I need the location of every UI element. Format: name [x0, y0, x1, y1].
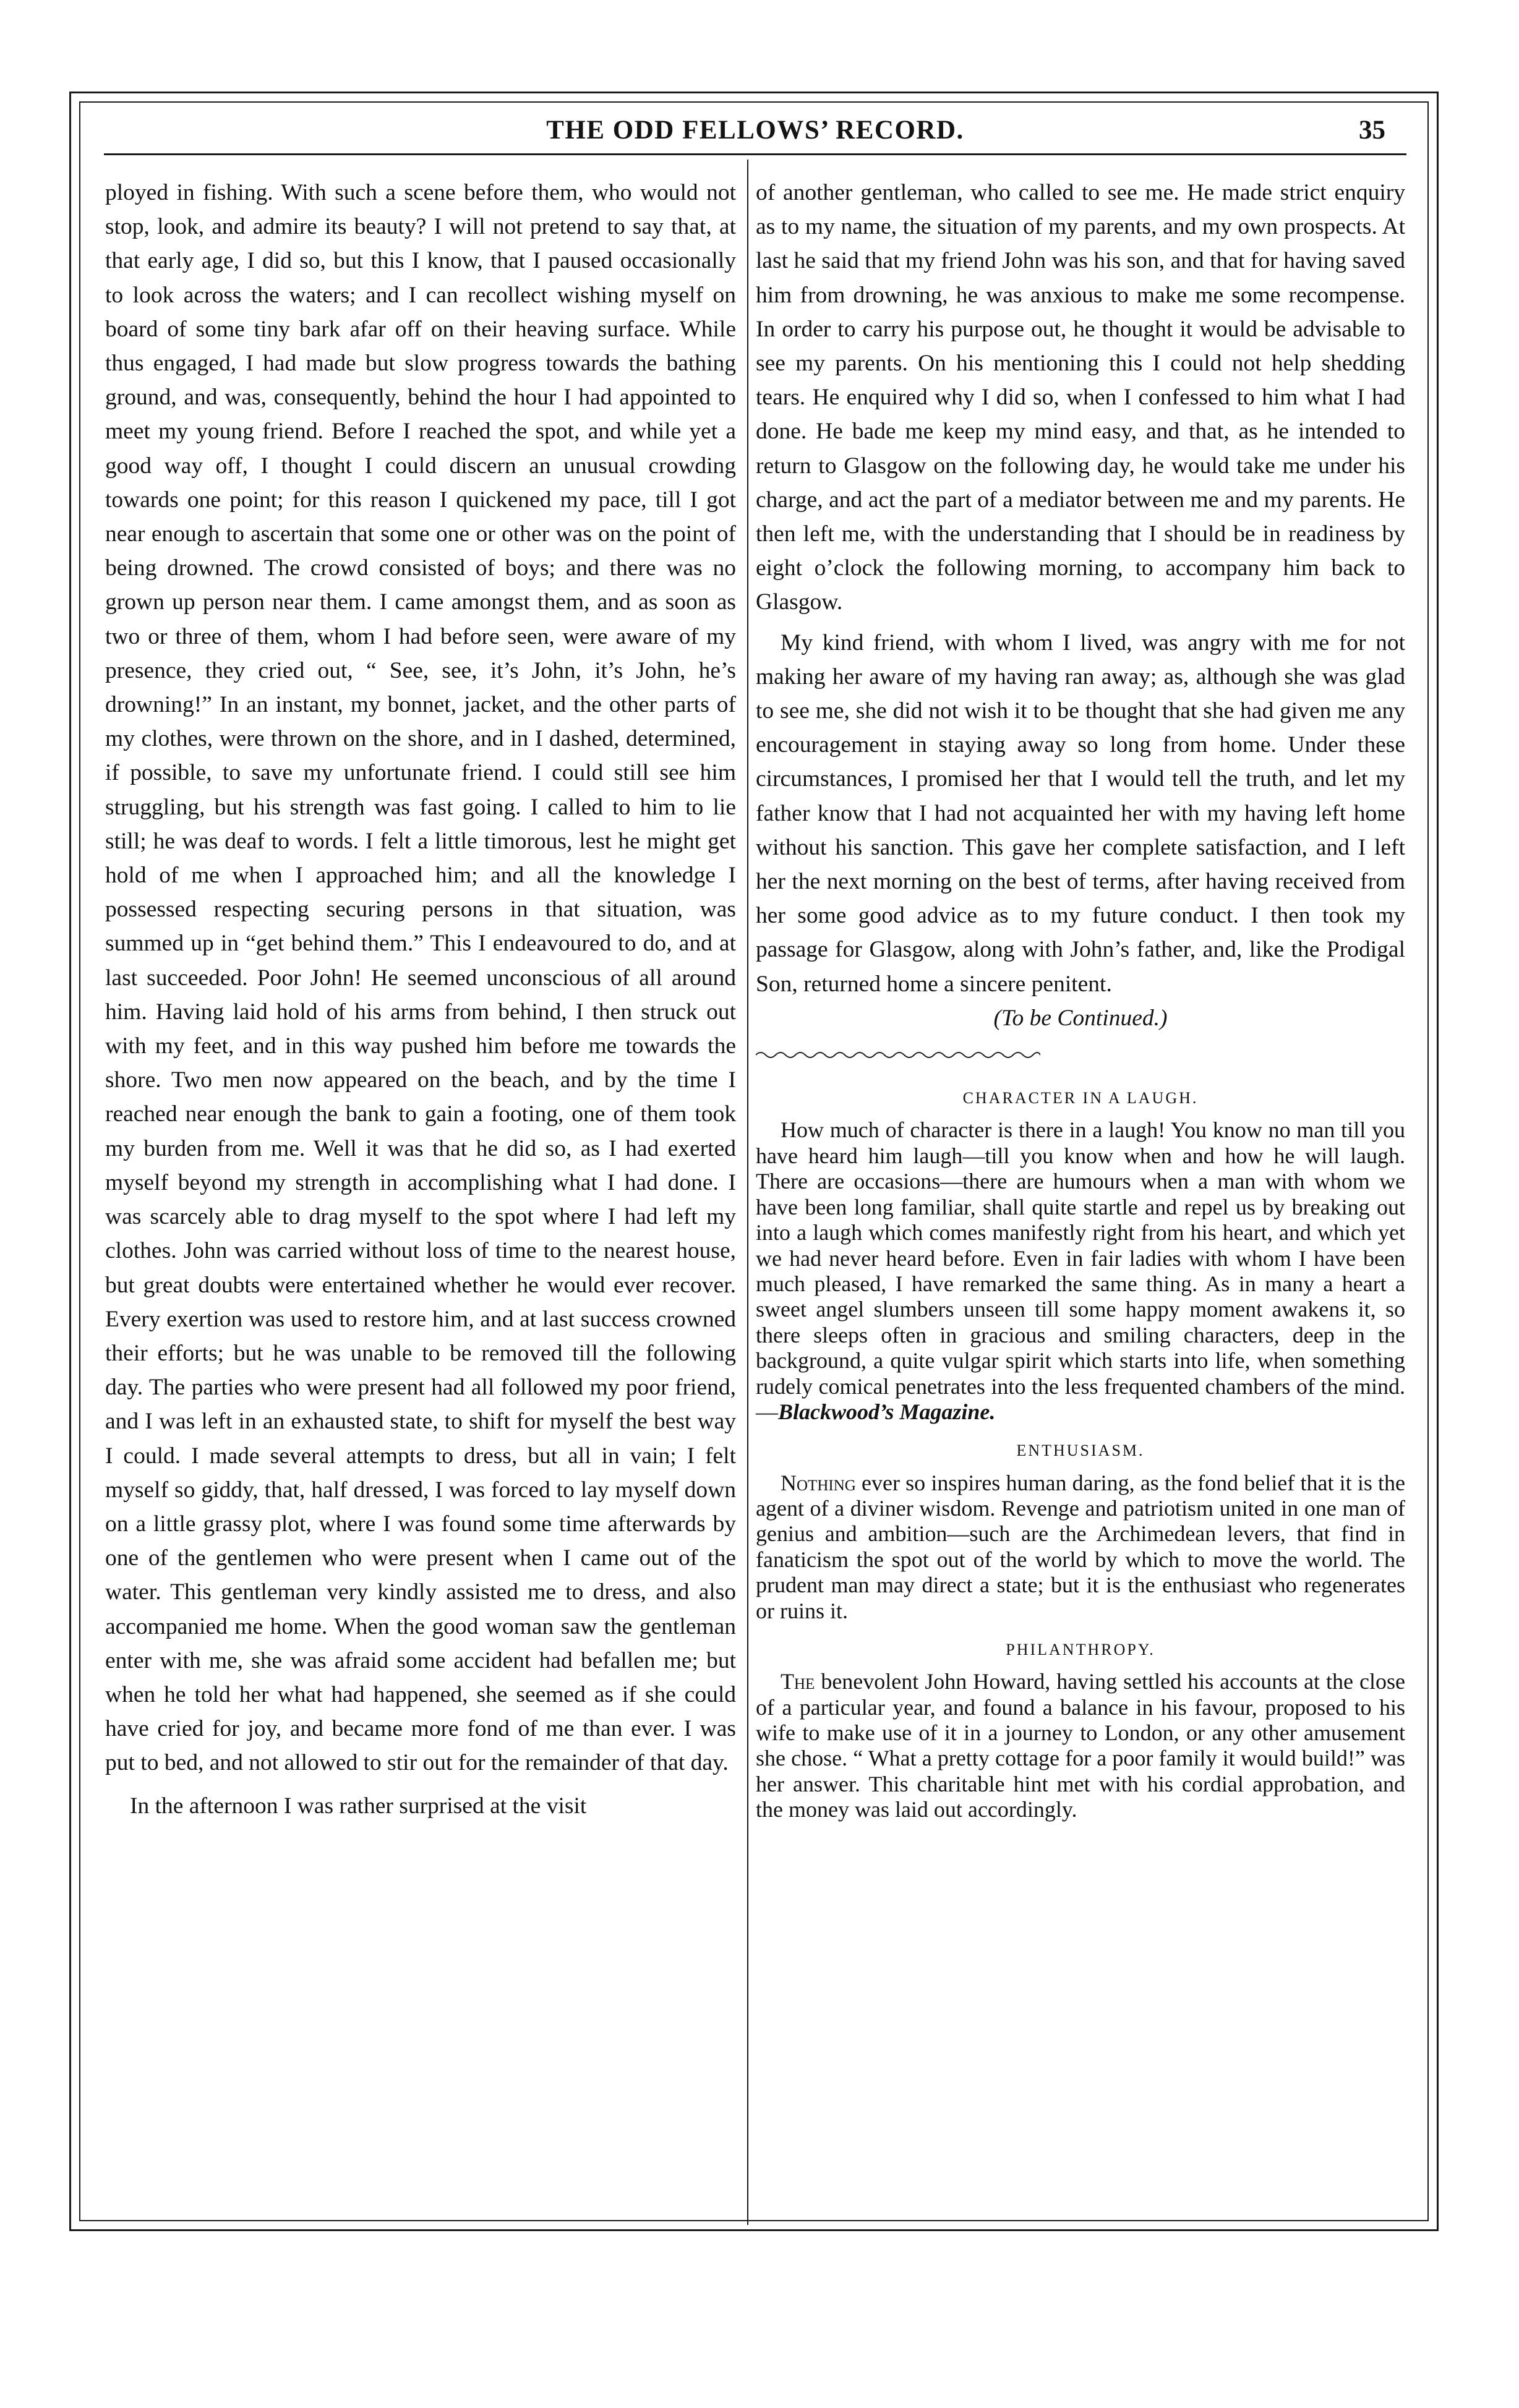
- to-be-continued: (To be Continued.): [993, 1005, 1168, 1031]
- article-text: benevolent John Howard, having settled his accounts at the close of a particular year, and found a balance in his favour, proposed to his wife to make use of it in a journey to London, or any other amusement she chose. “ What a pretty cottage for a poor family it would build!” was her answer. This charitable hint met with his cordial approbation, and the money was laid out accordingly.: [756, 1669, 1405, 1822]
- section-heading: CHARACTER IN A LAUGH.: [962, 1089, 1199, 1108]
- article-paragraph: [756, 1117, 1405, 1425]
- publication-title: THE ODD FELLOWS’ RECORD.: [546, 116, 964, 145]
- lead-word: The: [781, 1669, 815, 1694]
- article-source: Blackwood’s Magazine.: [778, 1399, 996, 1424]
- page-number: 35: [1359, 116, 1385, 145]
- article-text: How much of character is there in a laugh! You know no man till you have heard him laugh—till you know when and how he will laugh. There are occasions—there are humours when a man with whom we have been long familiar, shall quite startle and repel us by breaking out into a laugh which comes manifestly right from his heart, and which yet we had never heard before. Even in fair ladies with whom I have been much pleased, I have remarked the same thing. As in many a heart a sweet angel slumbers unseen till some happy moment awakens it, so there sleeps often in gracious and smiling characters, deep in the background, a quite vulgar spirit which starts into life, when something rudely comical penetrates into the less frequented chambers of the mind.—: [756, 1117, 1405, 1424]
- story-paragraph: In the afternoon I was rather surprised at the visit: [130, 1793, 587, 1819]
- story-paragraph: of another gentleman, who called to see me. He made strict enquiry as to my name, the situation of my parents, and my own prospects. At last he said that my friend John was his son, and that for having saved him from drowning, he was anxious to make me some recompense. In order to carry his purpose out, he thought it would be advisable to see my parents. On his mentioning this I could not help shedding tears. He enquired why I did so, when I confessed to him what I had done. He bade me keep my mind easy, and that, as he intended to return to Glasgow on the following day, he would take me under his charge, and act the part of a mediator between me and my parents. He then left me, with the understanding that I should be in readiness by eight o’clock the following morning, to accompany him back to Glasgow.: [756, 180, 1405, 615]
- lead-word: Nothing: [781, 1470, 856, 1495]
- section-heading: PHILANTHROPY.: [1006, 1641, 1155, 1659]
- left-column: [105, 176, 736, 1823]
- right-column: [756, 176, 1405, 1823]
- ornamental-rule: [756, 1048, 1040, 1062]
- article-paragraph: [756, 1471, 1405, 1624]
- running-header: [104, 110, 1406, 155]
- article-text: ever so inspires human daring, as the fond belief that it is the agent of a diviner wisdom. Revenge and patriotism united in one man of genius and ambition—such are the Archimedean levers, that find in fanaticism the spot out of the world by which to move the world. The prudent man may direct a state; but it is the enthusiast who regenerates or ruins it.: [756, 1470, 1405, 1623]
- story-paragraph: My kind friend, with whom I lived, was angry with me for not making her aware of my having ran away; as, although she was glad to see me, she did not wish it to be thought that she had given me any encouragement in staying away so long from home. Under these circumstances, I promised her that I would tell the truth, and let my father know that I had not acquainted her with my having left home without his sanction. This gave her complete satisfaction, and I left her the next morning on the best of terms, after having received from her some good advice as to my future conduct. I then took my passage for Glasgow, along with John’s father, and, like the Prodigal Son, returned home a sincere penitent.: [756, 630, 1405, 997]
- section-heading: ENTHUSIASM.: [1016, 1441, 1145, 1460]
- column-divider: [747, 160, 748, 2225]
- story-paragraph: ployed in fishing. With such a scene before them, who would not stop, look, and admire its beauty? I will not pretend to say that, at that early age, I did so, but this I know, that I paused occasionally to look across the waters; and I can recollect wishing myself on board of some tiny bark afar off on their heaving surface. While thus engaged, I had made but slow progress towards the bathing ground, and was, consequently, behind the hour I had appointed to meet my young friend. Before I reached the spot, and while yet a good way off, I thought I could discern an unusual crowding towards one point; for this reason I quickened my pace, till I got near enough to ascertain that some one or other was on the point of being drowned. The crowd consisted of boys; and there was no grown up person near them. I came amongst them, and as soon as two or three of them, whom I had before seen, were aware of my presence, they cried out, “ See, see, it’s John, it’s John, he’s drowning!” In an instant, my bonnet, jacket, and the other parts of my clothes, were thrown on the shore, and in I dashed, determined, if possible, to save my unfortunate friend. I could still see him struggling, but his strength was fast going. I called to him to lie still; he was deaf to words. I felt a little timorous, lest he might get hold of me when I approached him; and all the knowledge I possessed respecting securing persons in that situation, was summed up in “get behind them.” This I endeavoured to do, and at last succeeded. Poor John! He seemed unconscious of all around him. Having laid hold of his arms from behind, I then struck out with my feet, and in this way pushed him before me towards the shore. Two men now appeared on the beach, and by the time I reached near enough the bank to gain a footing, one of them took my burden from me. Well it was that he did so, as I had exerted myself beyond my strength in accomplishing what I had done. I was scarcely able to drag myself to the spot where I had left my clothes. John was carried without loss of time to the nearest house, but great doubts were entertained whether he would ever recover. Every exertion was used to restore him, and at last success crowned their efforts; but he was unable to be removed till the following day. The parties who were present had all followed my poor friend, and I was left in an exhausted state, to shift for myself the best way I could. I made several attempts to dress, but all in vain; I felt myself so giddy, that, half dressed, I was forced to lay myself down on a little grassy plot, where I was found some time afterwards by one of the gentlemen who were present when I came out of the water. This gentleman very kindly assisted me to dress, and also accompanied me home. When the good woman saw the gentleman enter with me, she was afraid some accident had befallen me; but when he told her what had happened, she seemed as if she could have cried for joy, and became more fond of me than ever. I was put to bed, and not allowed to stir out for the remainder of that day.: [105, 180, 736, 1776]
- article-paragraph: [756, 1669, 1405, 1822]
